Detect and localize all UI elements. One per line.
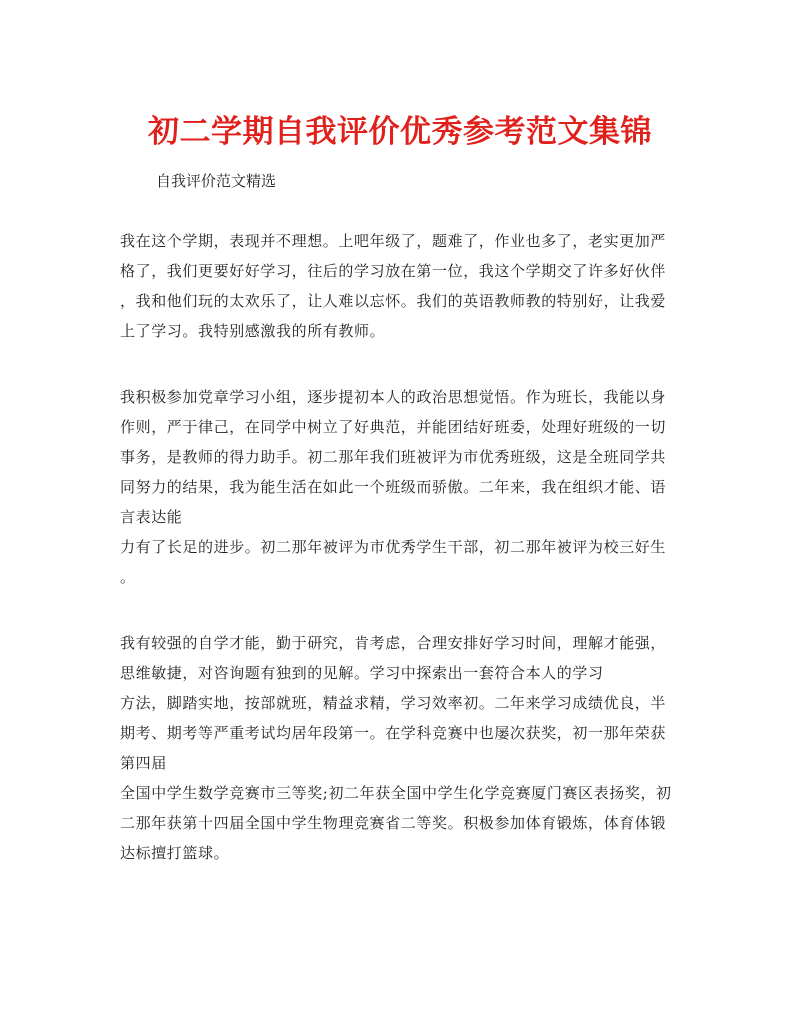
paragraph-line: 达标擅打篮球。 xyxy=(120,844,230,862)
paragraph-line: 。 xyxy=(120,568,136,586)
paragraph-line: 二那年获第十四届全国中学生物理竞赛省二等奖。积极参加体育锻炼，体育体锻 xyxy=(120,814,667,832)
document-title: 初二学期自我评价优秀参考范文集锦 xyxy=(148,114,652,150)
paragraph-1 xyxy=(120,226,690,346)
paragraph-line: 方法，脚踏实地，按部就班，精益求精，学习效率初。二年来学习成绩优良，半 xyxy=(120,694,667,712)
paragraph-line: 第四届 xyxy=(120,754,167,772)
paragraph-line: 事务，是教师的得力助手。初二那年我们班被评为市优秀班级，这是全班同学共 xyxy=(120,448,667,466)
paragraph-line: 我有较强的自学才能，勤于研究，肯考虑，合理安排好学习时间，理解才能强， xyxy=(120,634,667,652)
paragraph-line: 全国中学生数学竞赛市三等奖;初二年获全国中学生化学竞赛厦门赛区表扬奖，初 xyxy=(120,784,672,802)
document-body xyxy=(120,226,690,904)
paragraph-3 xyxy=(120,628,690,868)
paragraph-line: 期考、期考等严重考试均居年段第一。在学科竞赛中也屡次获奖，初一那年荣获 xyxy=(120,724,667,742)
paragraph-line: 我积极参加党章学习小组，逐步提初本人的政治思想觉悟。作为班长，我能以身 xyxy=(120,388,667,406)
paragraph-2 xyxy=(120,382,690,592)
paragraph-line: 同努力的结果，我为能生活在如此一个班级而骄傲。二年来，我在组织才能、语 xyxy=(120,478,667,496)
paragraph-line: 思维敏捷，对咨询题有独到的见解。学习中探索出一套符合本人的学习 xyxy=(120,664,604,682)
paragraph-line: 上了学习。我特别感激我的所有教师。 xyxy=(120,322,386,340)
paragraph-line: ，我和他们玩的太欢乐了，让人难以忘怀。我们的英语教师教的特别好，让我爱 xyxy=(120,292,667,310)
paragraph-line: 言表达能 xyxy=(120,508,183,526)
paragraph-line: 作则，严于律己，在同学中树立了好典范，并能团结好班委，处理好班级的一切 xyxy=(120,418,667,436)
paragraph-line: 力有了长足的进步。初二那年被评为市优秀学生干部，初二那年被评为校三好生 xyxy=(120,538,667,556)
paragraph-line: 格了，我们更要好好学习，往后的学习放在第一位，我这个学期交了许多好伙伴 xyxy=(120,262,667,280)
paragraph-line: 我在这个学期，表现并不理想。上吧年级了，题难了，作业也多了，老实更加严 xyxy=(120,232,667,250)
document-subtitle: 自我评价范文精选 xyxy=(156,172,277,190)
